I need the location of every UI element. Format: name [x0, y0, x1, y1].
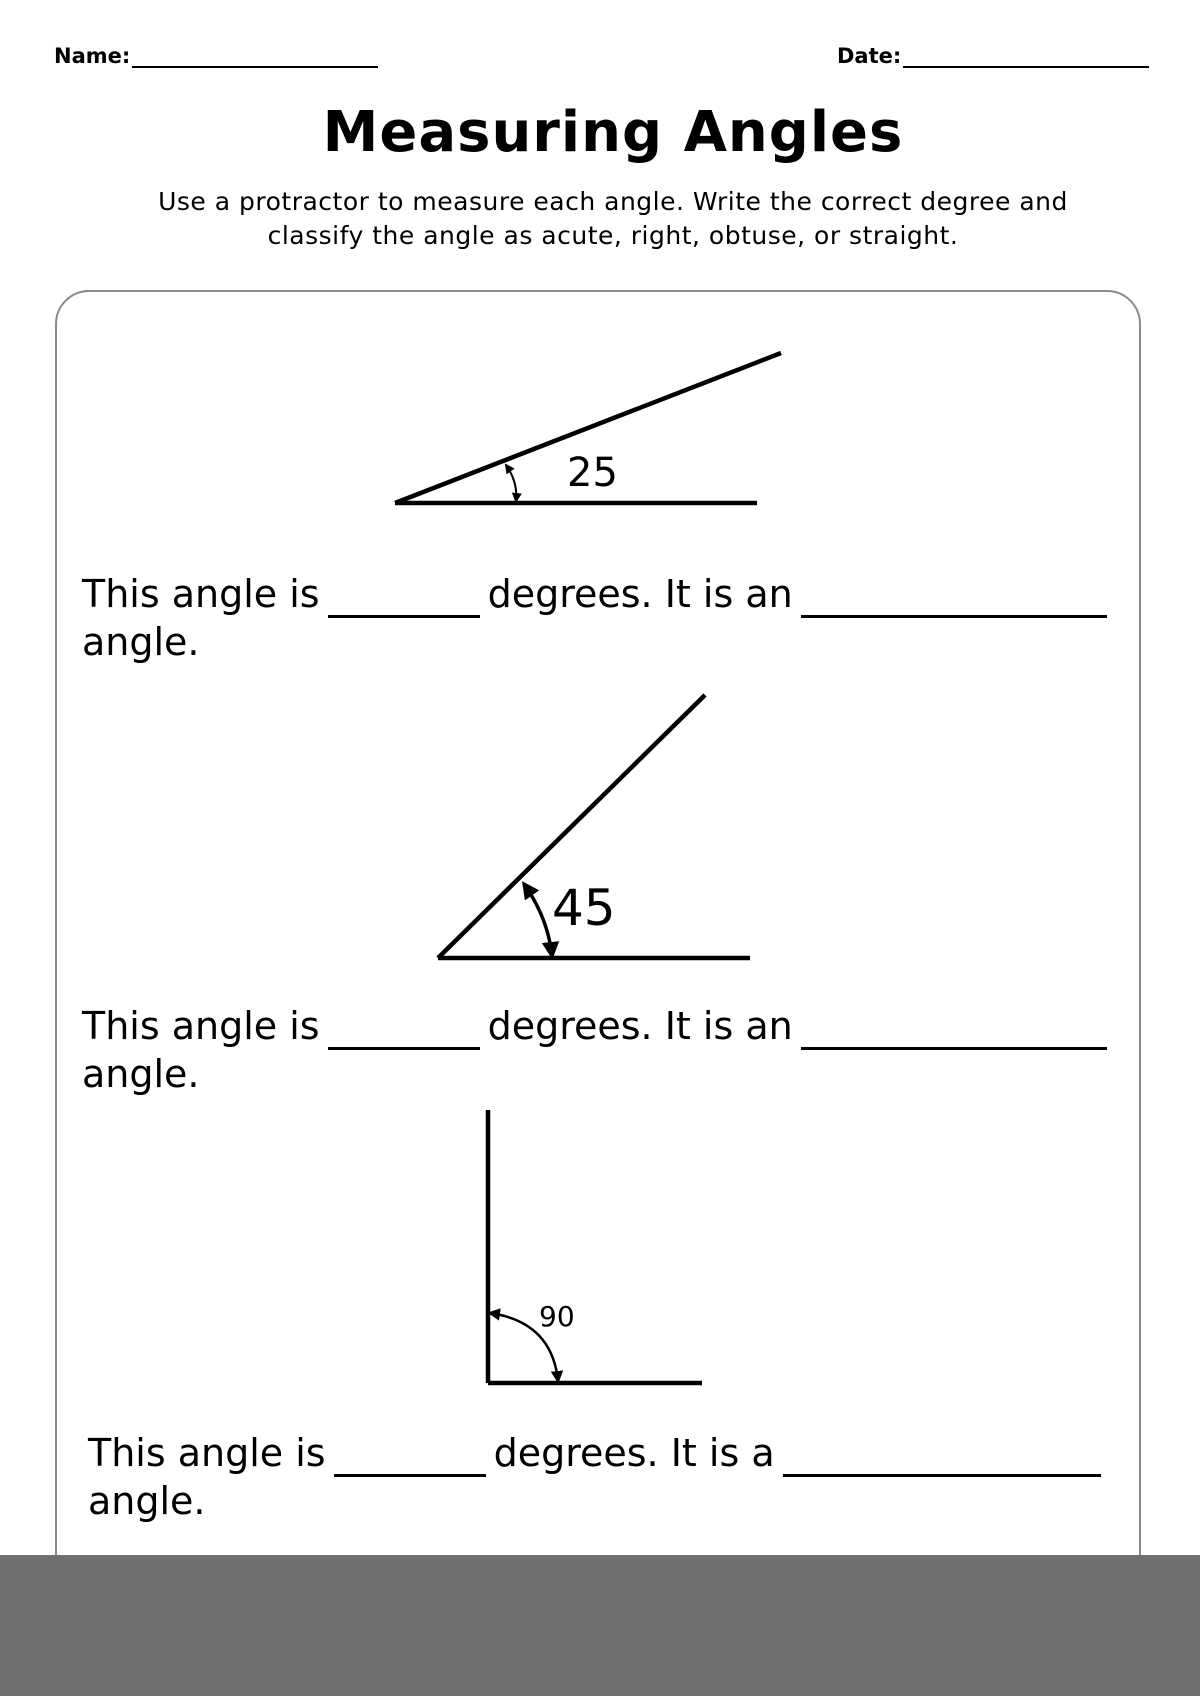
angle-1-arc: [506, 465, 516, 501]
problem-1-part1: This angle is: [82, 572, 320, 616]
instructions-line-2: classify the angle as acute, right, obtuse, or straight.: [267, 221, 959, 250]
angle-3-label: 90: [539, 1300, 575, 1333]
problem-2-part2: degrees. It is an: [487, 1004, 793, 1048]
problem-3-degrees-blank[interactable]: [334, 1436, 486, 1477]
problem-1-part2: degrees. It is an: [487, 572, 793, 616]
problem-3-sentence: [88, 1429, 1138, 1525]
angle-2-label: 45: [552, 879, 616, 937]
name-label: Name:: [54, 44, 131, 68]
instructions-line-1: Use a protractor to measure each angle. Write the correct degree and: [158, 187, 1068, 216]
problem-1-part3: angle.: [82, 620, 200, 664]
problem-1-type-blank[interactable]: [801, 577, 1107, 618]
date-label: Date:: [837, 44, 902, 68]
footer-band: [0, 1555, 1200, 1696]
problem-3-part3: angle.: [88, 1479, 206, 1523]
angle-1-label: 25: [567, 450, 618, 496]
problem-3-part2: degrees. It is a: [493, 1431, 775, 1475]
problem-3-part1: This angle is: [88, 1431, 326, 1475]
problem-1-degrees-blank[interactable]: [328, 577, 480, 618]
problem-2-type-blank[interactable]: [801, 1009, 1107, 1050]
angle-2-arc: [524, 884, 552, 956]
angle-figure-1: [395, 353, 781, 503]
problem-3-type-blank[interactable]: [783, 1436, 1101, 1477]
problem-2-part1: This angle is: [82, 1004, 320, 1048]
problem-2-sentence: [82, 1002, 1132, 1098]
angle-figure-2: [438, 695, 750, 958]
problem-2-degrees-blank[interactable]: [328, 1009, 480, 1050]
angle-figure-3: [488, 1110, 702, 1383]
problem-2-part3: angle.: [82, 1052, 200, 1096]
page-title: Measuring Angles: [322, 100, 904, 165]
problem-1-sentence: [82, 570, 1132, 666]
